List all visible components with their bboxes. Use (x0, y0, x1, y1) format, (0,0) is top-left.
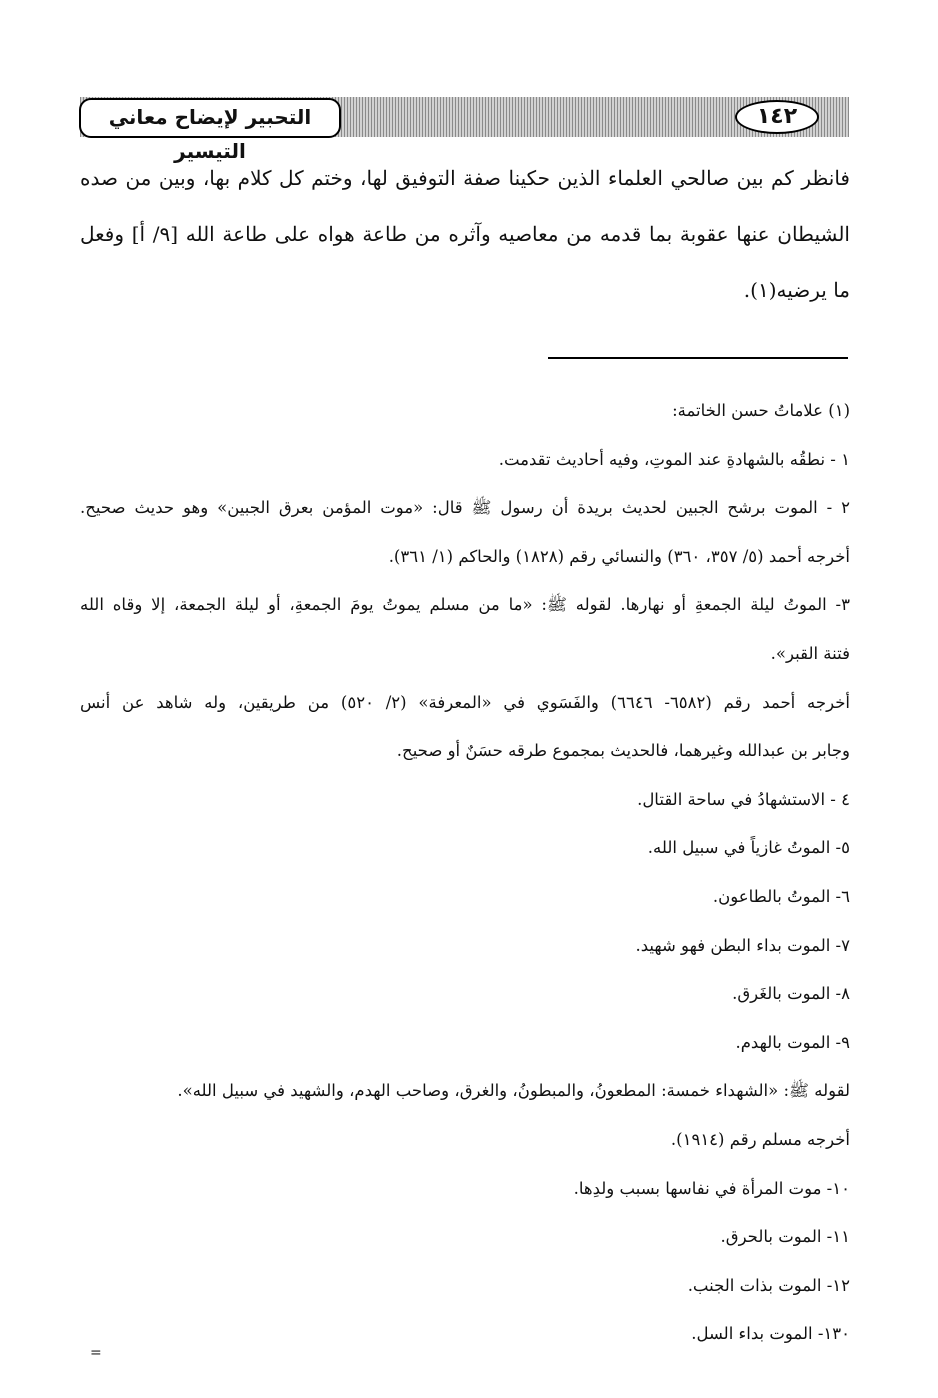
footnote-heading: (١) علاماتُ حسن الخاتمة: (672, 401, 850, 420)
footnote-line: ٦- الموتُ بالطاعون. (712, 886, 850, 906)
footnote-line: أخرجه أحمد رقم (٦٥٨٢- ٦٦٤٦) والفَسَوي في «المعرفة» (٢/ ٥٢٠) من طريقين، وله شاهد عن أنس (80, 692, 850, 712)
footnote-line: ١٣٠- الموت بداء السل. (691, 1324, 850, 1344)
page-number: ١٤٢ (735, 100, 819, 134)
footnote-line: ٧- الموت بداء البطن فهو شهيد. (635, 935, 850, 955)
stray-mark: = (90, 1345, 102, 1361)
footnotes (80, 387, 850, 1359)
footnote-line: ٣- الموتُ ليلة الجمعةِ أو نهارها. لقوله ﷺ: «ما من مسلم يموتُ يومَ الجمعةِ، أو ليلة الجمعة، إلا وقاه الله (80, 595, 850, 615)
footnote-line: ٤ - الاستشهادُ في ساحة القتال. (637, 789, 850, 809)
footnote-line: وجابر بن عبدالله وغيرهما، فالحديث بمجموع طرقه حسَنٌ أو صحيح. (396, 741, 850, 761)
footnote-line: ٩- الموت بالهدم. (735, 1032, 850, 1052)
footnote-line: فتنة القبر». (770, 643, 850, 663)
footnote-line: لقوله ﷺ: «الشهداء خمسة: المطعونُ، والمبطونُ، والغرق، وصاحب الهدم، والشهيد في سبيل الله». (177, 1081, 850, 1101)
footnote-separator (548, 357, 848, 359)
footnote-line: أخرجه مسلم رقم (١٩١٤). (670, 1129, 850, 1149)
main-paragraph: فانظر كم بين صالحي العلماء الذين حكينا صفة التوفيق لها، وختم كل كلام بها، وبين من صده الشيطان عنها عقوبة بما قدمه من معاصيه وآثره من طاعة هواه على طاعة الله [٩/ أ] وفعل ما يرضيه(١). (80, 166, 850, 302)
footnote-line: ٨- الموت بالغَرق. (732, 984, 850, 1004)
book-title: التحبير لإيضاح معاني التيسير (79, 98, 341, 138)
footnote-line: ١٢- الموت بذات الجنب. (687, 1275, 850, 1295)
footnote-line: أخرجه أحمد (٥/ ٣٥٧، ٣٦٠) والنسائي رقم (١٨٢٨) والحاكم (١/ ٣٦١). (388, 546, 850, 566)
footnote-line: ١ - نطقُه بالشهادةِ عند الموتِ، وفيه أحاديث تقدمت. (498, 449, 850, 469)
footnote-line: ٥- الموتُ غازياً في سبيل الله. (647, 838, 850, 858)
footnote-line: ١٠- موت المرأة في نفاسها بسبب ولدِها. (573, 1178, 850, 1198)
footnote-line: ٢ - الموت برشح الجبين لحديث بريدة أن رسول ﷺ قال: «موت المؤمن بعرق الجبين» وهو حديث صحيح. (80, 498, 850, 518)
footnote-line: ١١- الموت بالحرق. (720, 1227, 850, 1247)
